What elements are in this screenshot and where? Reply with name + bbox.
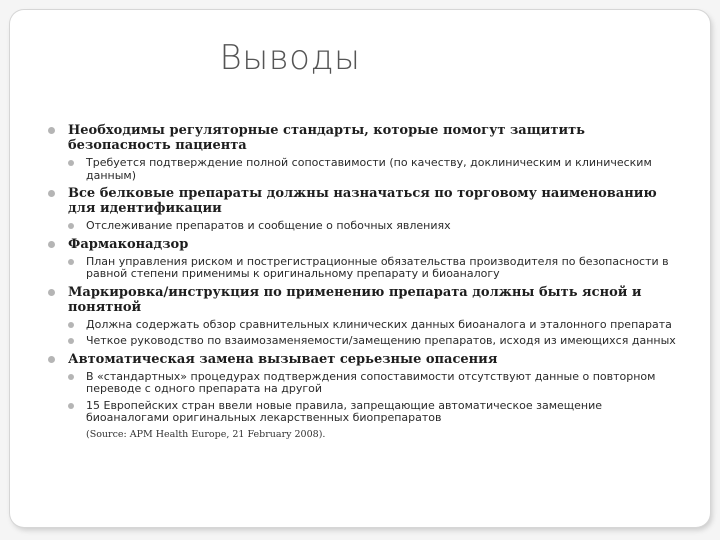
bullet-item	[48, 352, 688, 367]
bullet-text: Необходимы регуляторные стандарты, которые помогут защитить безопасность пациента	[68, 123, 586, 153]
sub-bullet-item	[48, 335, 688, 348]
bullet-item	[48, 186, 688, 216]
bullet-dot-icon	[68, 259, 74, 265]
bullet-dot-icon	[68, 160, 74, 166]
sub-bullet-text: 15 Европейских стран ввели новые правила, запрещающие автоматическое замещение биоаналогами оригинальных лекарственных биопрепаратов	[86, 398, 603, 424]
sub-bullet-item	[48, 400, 688, 425]
bullet-dot-icon	[48, 356, 55, 363]
bullet-dot-icon	[68, 403, 74, 409]
bullet-dot-icon	[48, 289, 55, 296]
sub-bullet-text: В «стандартных» процедурах подтверждения сопоставимости отсутствуют данные о повторном переводе с одного препарата на другой	[86, 369, 656, 395]
bullet-dot-icon	[48, 190, 55, 197]
bullet-text: Автоматическая замена вызывает серьезные опасения	[68, 351, 498, 367]
bullet-item	[48, 237, 688, 252]
sub-bullet-text: Отслеживание препаратов и сообщение о побочных явлениях	[86, 219, 451, 232]
sub-bullet-item	[48, 220, 688, 233]
sub-bullet-text: Должна содержать обзор сравнительных клинических данных биоаналога и эталонного препарата	[86, 317, 672, 331]
sub-bullet-text: Четкое руководство по взаимозаменяемости/замещению препаратов, исходя из имеющихся данных	[86, 334, 676, 347]
bullet-text: Фармаконадзор	[68, 236, 189, 252]
sub-bullet-item	[48, 371, 688, 396]
bullet-dot-icon	[48, 241, 55, 248]
bullet-dot-icon	[68, 374, 74, 380]
sub-bullet-text: План управления риском и пострегистрационные обязательства производителя по безопасности в равной степени применимы к оригинальному препарату и биоаналогу	[86, 254, 669, 280]
sub-bullet-item	[48, 319, 688, 332]
bullet-item	[48, 285, 688, 315]
sub-bullet-text: Требуется подтверждение полной сопоставимости (по качеству, доклиническим и клиническим данным)	[86, 156, 652, 182]
bullet-item	[48, 123, 688, 153]
sub-bullet-item	[48, 256, 688, 281]
source-note: (Source: APM Health Europe, 21 February 2008).	[86, 428, 326, 440]
bullet-text: Маркировка/инструкция по применению препарата должны быть ясной и понятной	[68, 284, 642, 315]
bullet-dot-icon	[68, 322, 74, 328]
bullet-text: Все белковые препараты должны назначаться по торговому наименованию для идентификации	[68, 186, 657, 216]
bullet-dot-icon	[48, 127, 55, 134]
bullet-dot-icon	[68, 223, 74, 229]
bullet-dot-icon	[68, 338, 74, 344]
slide-title: Выводы	[219, 38, 361, 78]
bullet-list	[48, 121, 688, 440]
slide	[10, 10, 710, 527]
sub-bullet-item	[48, 157, 688, 182]
